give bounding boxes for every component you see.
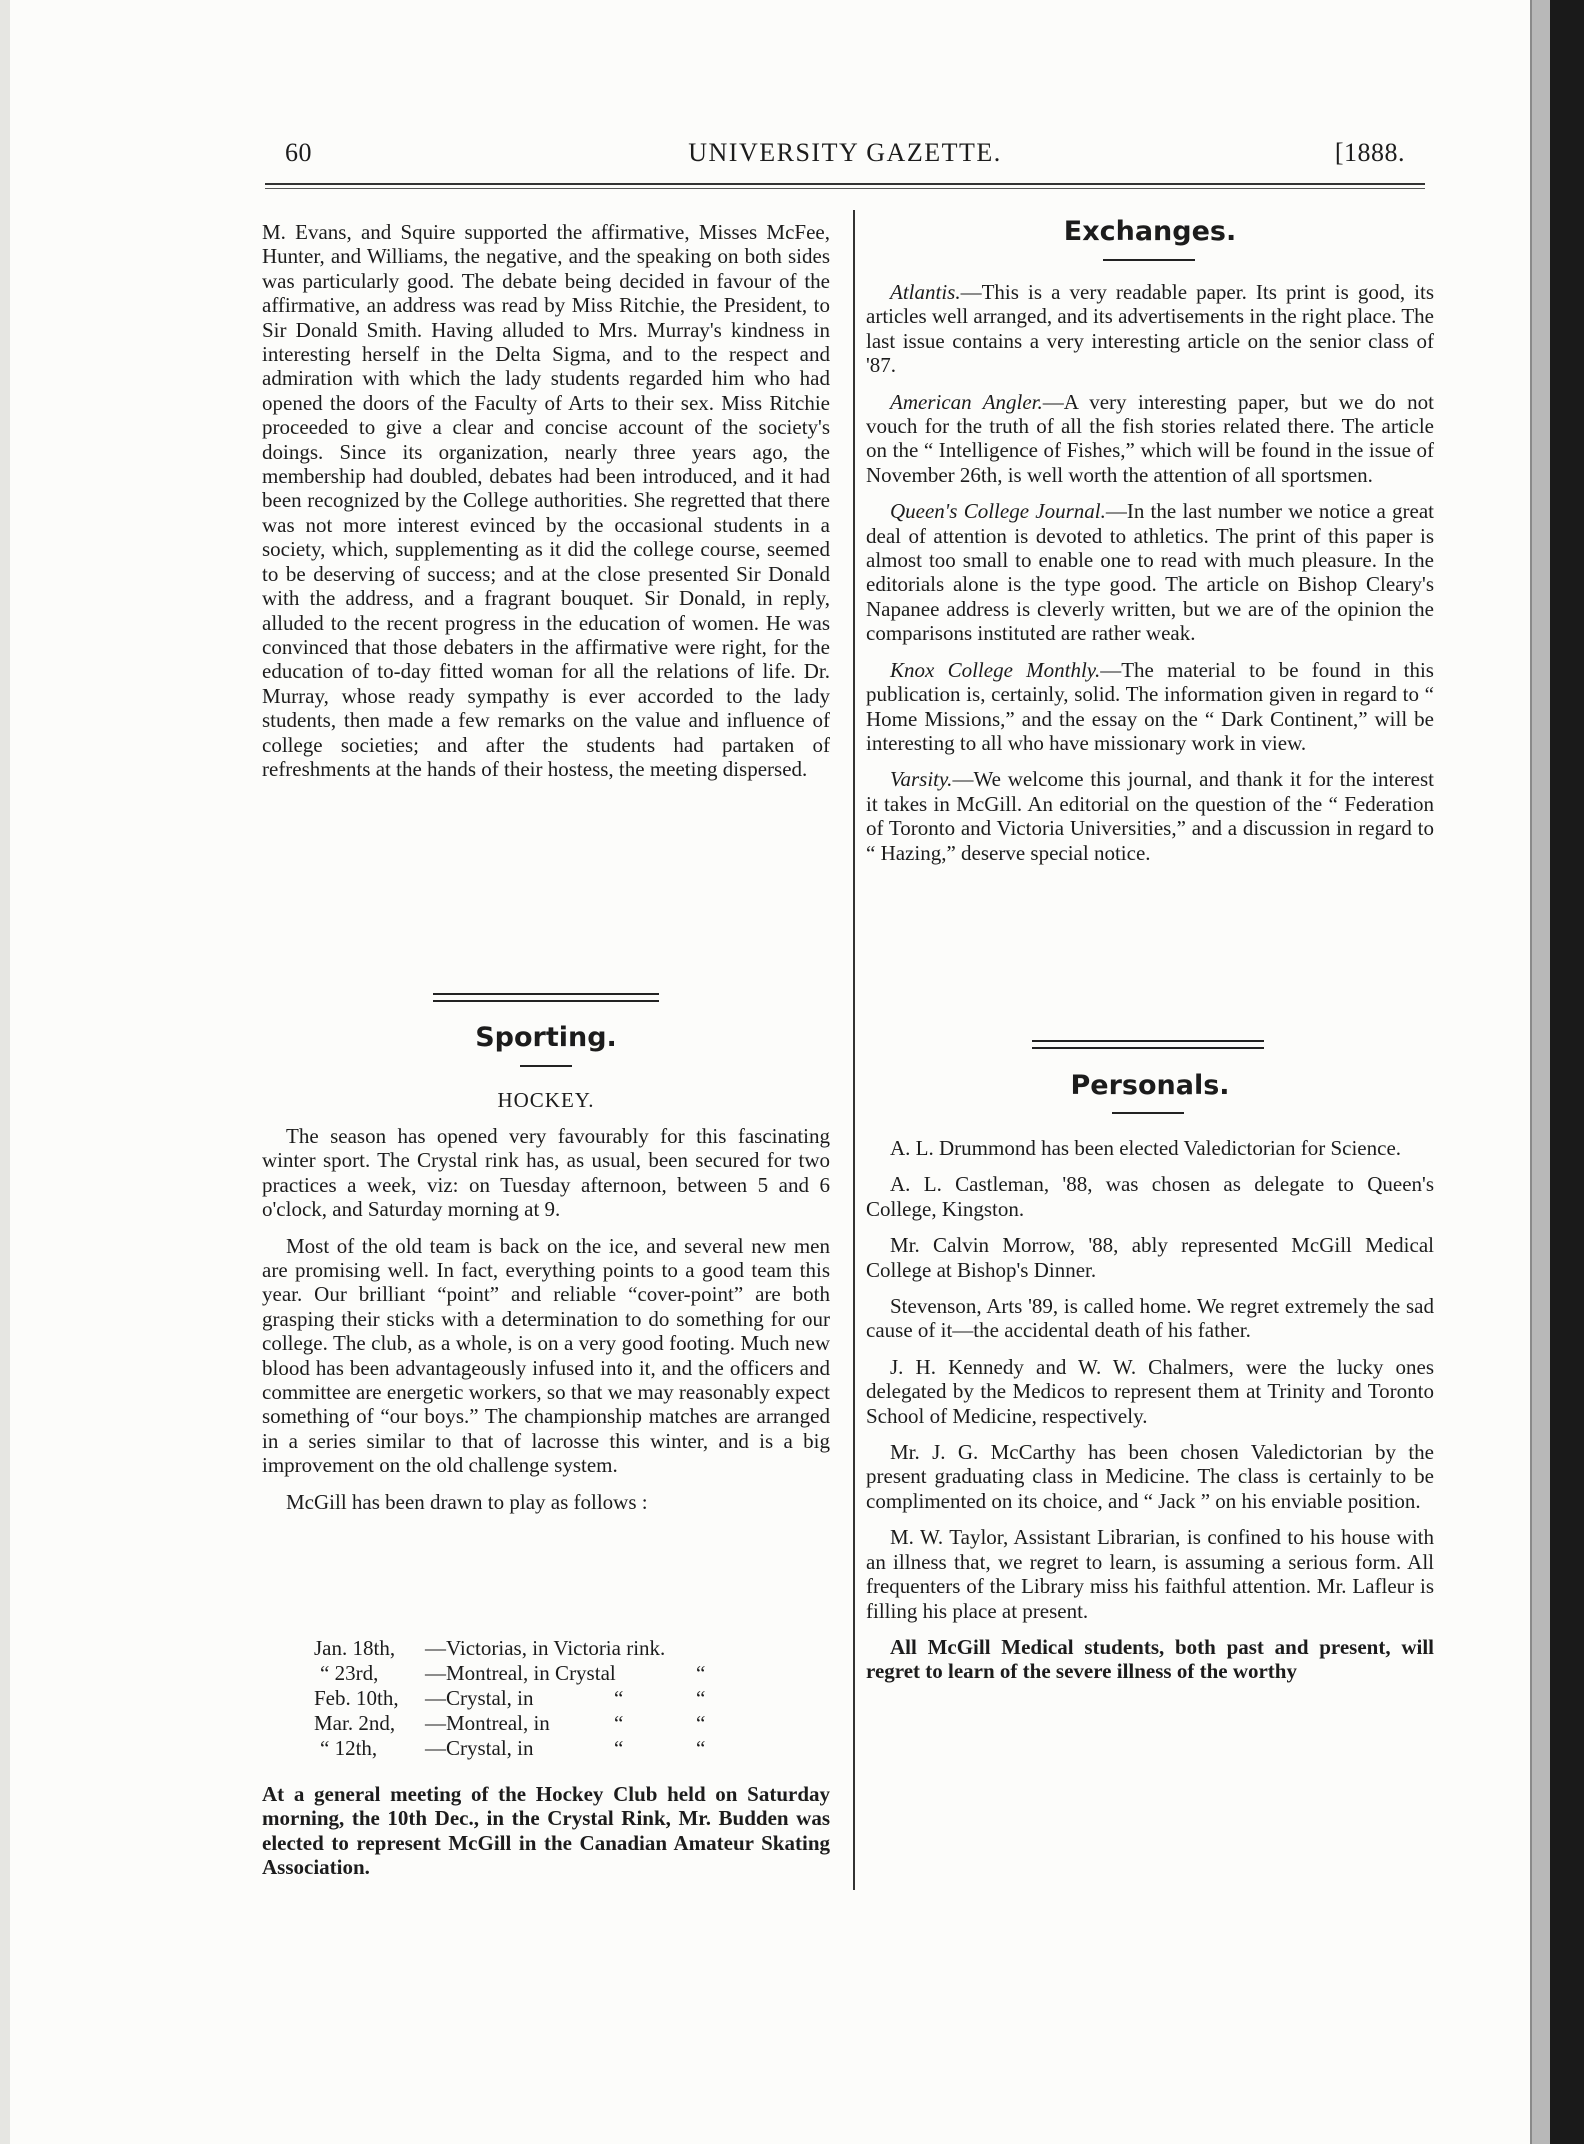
hockey-paragraph-1: The season has opened very favourably for this fascinating winter sport. The Crystal rink has, as usual, been secured for two practices a week, viz: on Tuesday afternoon, between 5 and 6 o'clock, and Saturday morning at 9. bbox=[262, 1124, 830, 1222]
personal-item: Stevenson, Arts '89, is called home. We regret extremely the sad cause of it—the accidental death of his father. bbox=[866, 1294, 1434, 1343]
schedule-date: Mar. 2nd, bbox=[314, 1711, 396, 1735]
exchange-entry bbox=[866, 280, 1434, 378]
ditto-mark: “ bbox=[614, 1686, 624, 1710]
gazette-title: UNIVERSITY GAZETTE. bbox=[688, 138, 1002, 167]
personals-title: Personals. bbox=[1070, 1070, 1230, 1101]
personals-title-rule bbox=[1112, 1112, 1184, 1114]
society-meeting-paragraph: M. Evans, and Squire supported the affirmative, Misses McFee, Hunter, and Williams, the negative, and the speaking on both sides was particularly good. The debate being decided in favour of the affirmative, an address was read by Miss Ritchie, the President, to Sir Donald Smith. Having alluded to Mrs. Murray's kindness in interesting herself in the Delta Sigma, and to the respect and admiration with which the lady students regarded him who had opened the doors of the Faculty of Arts to their sex. Miss Ritchie proceeded to give a clear and concise account of the society's doings. Since its organization, nearly three years ago, the membership had doubled, debates had been introduced, and it had been recognized by the College authorities. She regretted that there was not more interest evinced by the occasional students in a society, which, supplementing as it did the college course, seemed to be deserving of success; and at the close presented Sir Donald with the address, and a fragrant bouquet. Sir Donald, in reply, alluded to the recent progress in the education of women. He was convinced that those debaters in the affirmative were right, for the education of to-day fitted woman for all the relations of life. Dr. Murray, whose ready sympathy is ever accorded to the lady students, then made a few remarks on the value and influence of college societies; and after the students had partaken of refreshments at the hands of their hostess, the meeting dispersed. bbox=[262, 220, 830, 781]
schedule-date: Feb. 10th, bbox=[314, 1686, 399, 1710]
schedule-row bbox=[314, 1736, 834, 1761]
hockey-schedule bbox=[314, 1636, 834, 1761]
exchange-text: —The material to be found in this publication is, certainly, solid. The information given in regard to “ Home Missions,” and the essay on the “ Dark Continent,” will be interesting to all who have missionary work in view. bbox=[866, 657, 1434, 755]
exchange-name: Queen's College Journal. bbox=[890, 499, 1106, 524]
hockey-meeting bbox=[262, 1782, 830, 1892]
exchange-entry bbox=[866, 767, 1434, 865]
schedule-row bbox=[314, 1686, 834, 1711]
exchange-text: —This is a very readable paper. Its print is good, its articles well arranged, and its advertisements in the right place. The last issue contains a very interesting article on the senior class of '87. bbox=[866, 280, 1434, 378]
issue-year: [1888. bbox=[1334, 138, 1405, 167]
personal-item: M. W. Taylor, Assistant Librarian, is confined to his house with an illness that, we regret to learn, is assuming a serious form. All frequenters of the Library miss his faithful attention. Mr. Lafleur is filling his place at present. bbox=[866, 1525, 1434, 1623]
personal-item: Mr. J. G. McCarthy has been chosen Valedictorian by the present graduating class in Medicine. The class is certainly to be complimented on its choice, and “ Jack ” on his enviable position. bbox=[866, 1440, 1434, 1513]
personals-list bbox=[866, 1136, 1434, 1696]
hockey-paragraph-2: Most of the old team is back on the ice, and several new men are promising well. In fact, everything points to a good team this year. Our brilliant “point” and reliable “cover-point” are both grasping their sticks with a determination to do something for our college. The club, as a whole, is on a very good footing. Much new blood has been advantageously infused into it, and the officers and committee are energetic workers, so that we may reasonably expect something of “our boys.” The championship matches are arranged in a series similar to that of lacrosse this winter, and is a big improvement on the old challenge system. bbox=[262, 1233, 830, 1478]
schedule-date: Jan. 18th, bbox=[314, 1636, 396, 1660]
schedule-match: —Crystal, in bbox=[425, 1686, 534, 1710]
schedule-match: —Crystal, in bbox=[425, 1736, 534, 1760]
page-left-edge bbox=[0, 0, 10, 2144]
ditto-mark: “ bbox=[696, 1736, 706, 1760]
hockey-heading: HOCKEY. bbox=[497, 1088, 595, 1112]
ditto-mark: “ bbox=[614, 1711, 624, 1735]
schedule-row bbox=[314, 1711, 834, 1736]
sporting-title: Sporting. bbox=[475, 1022, 617, 1053]
hockey-meeting-paragraph: At a general meeting of the Hockey Club held on Saturday morning, the 10th Dec., in the Crystal Rink, Mr. Budden was elected to represent McGill in the Canadian Amateur Skating Association. bbox=[262, 1782, 830, 1880]
ditto-mark: “ bbox=[696, 1711, 706, 1735]
exchange-entry bbox=[866, 658, 1434, 756]
schedule-date: “ 23rd, bbox=[320, 1661, 379, 1685]
exchange-entry bbox=[866, 390, 1434, 488]
section-divider-sporting bbox=[433, 993, 659, 1002]
personal-item: J. H. Kennedy and W. W. Chalmers, were the lucky ones delegated by the Medicos to represent them at Trinity and Toronto School of Medicine, respectively. bbox=[866, 1354, 1434, 1428]
schedule-match: —Montreal, in bbox=[425, 1711, 550, 1735]
exchange-text: —In the last number we notice a great deal of attention is devoted to athletics. The print of this paper is almost too small to enable one to read with much pleasure. In the editorials alone is the type good. The article on Bishop Cleary's Napanee address is cleverly written, but we are of the opinion the comparisons instituted are rather weak. bbox=[866, 499, 1434, 646]
scan-border bbox=[1550, 0, 1584, 2144]
schedule-date: “ 12th, bbox=[320, 1736, 378, 1760]
schedule-row bbox=[314, 1661, 834, 1686]
exchange-name: Varsity. bbox=[890, 767, 953, 792]
exchanges-title: Exchanges. bbox=[1063, 216, 1237, 247]
personal-item: All McGill Medical students, both past and present, will regret to learn of the severe illness of the worthy bbox=[866, 1634, 1434, 1684]
left-column bbox=[262, 220, 830, 793]
ditto-mark: “ bbox=[614, 1736, 624, 1760]
schedule-intro: McGill has been drawn to play as follows : bbox=[286, 1489, 648, 1514]
exchange-entry bbox=[866, 499, 1434, 645]
exchange-name: Knox College Monthly. bbox=[890, 657, 1101, 682]
exchange-name: Atlantis. bbox=[890, 280, 961, 304]
section-divider-personals bbox=[1032, 1040, 1264, 1049]
schedule-row bbox=[314, 1636, 834, 1661]
personal-item: A. L. Castleman, '88, was chosen as delegate to Queen's College, Kingston. bbox=[866, 1172, 1434, 1221]
hockey-body bbox=[262, 1124, 830, 1526]
schedule-match: —Montreal, in Crystal bbox=[425, 1661, 616, 1685]
personal-item: Mr. Calvin Morrow, '88, ably represented McGill Medical College at Bishop's Dinner. bbox=[866, 1233, 1434, 1282]
personal-item: A. L. Drummond has been elected Valedictorian for Science. bbox=[890, 1136, 1402, 1160]
page-number: 60 bbox=[285, 138, 312, 167]
exchanges-title-rule bbox=[1103, 259, 1195, 261]
column-divider bbox=[853, 210, 855, 1890]
exchanges-list bbox=[866, 280, 1434, 877]
exchange-text: —We welcome this journal, and thank it for the interest it takes in McGill. An editorial on the question of the “ Federation of Toronto and Victoria Universities,” and a discussion in regard to “ Hazing,” deserve special notice. bbox=[866, 767, 1434, 865]
exchange-text: —A very interesting paper, but we do not vouch for the truth of all the fish stories related there. The article on the “ Intelligence of Fishes,” which will be found in the issue of November 26th, is well worth the attention of all sportsmen. bbox=[866, 389, 1434, 487]
schedule-match: —Victorias, in Victoria rink. bbox=[425, 1636, 666, 1660]
header-rule-bottom bbox=[265, 188, 1425, 189]
sporting-title-rule bbox=[520, 1065, 572, 1067]
ditto-mark: “ bbox=[696, 1661, 706, 1685]
exchange-name: American Angler. bbox=[890, 389, 1043, 414]
page-edge-shadow bbox=[1532, 0, 1550, 2144]
page-header bbox=[285, 138, 1405, 178]
ditto-mark: “ bbox=[696, 1686, 706, 1710]
header-rule-top bbox=[265, 183, 1425, 185]
